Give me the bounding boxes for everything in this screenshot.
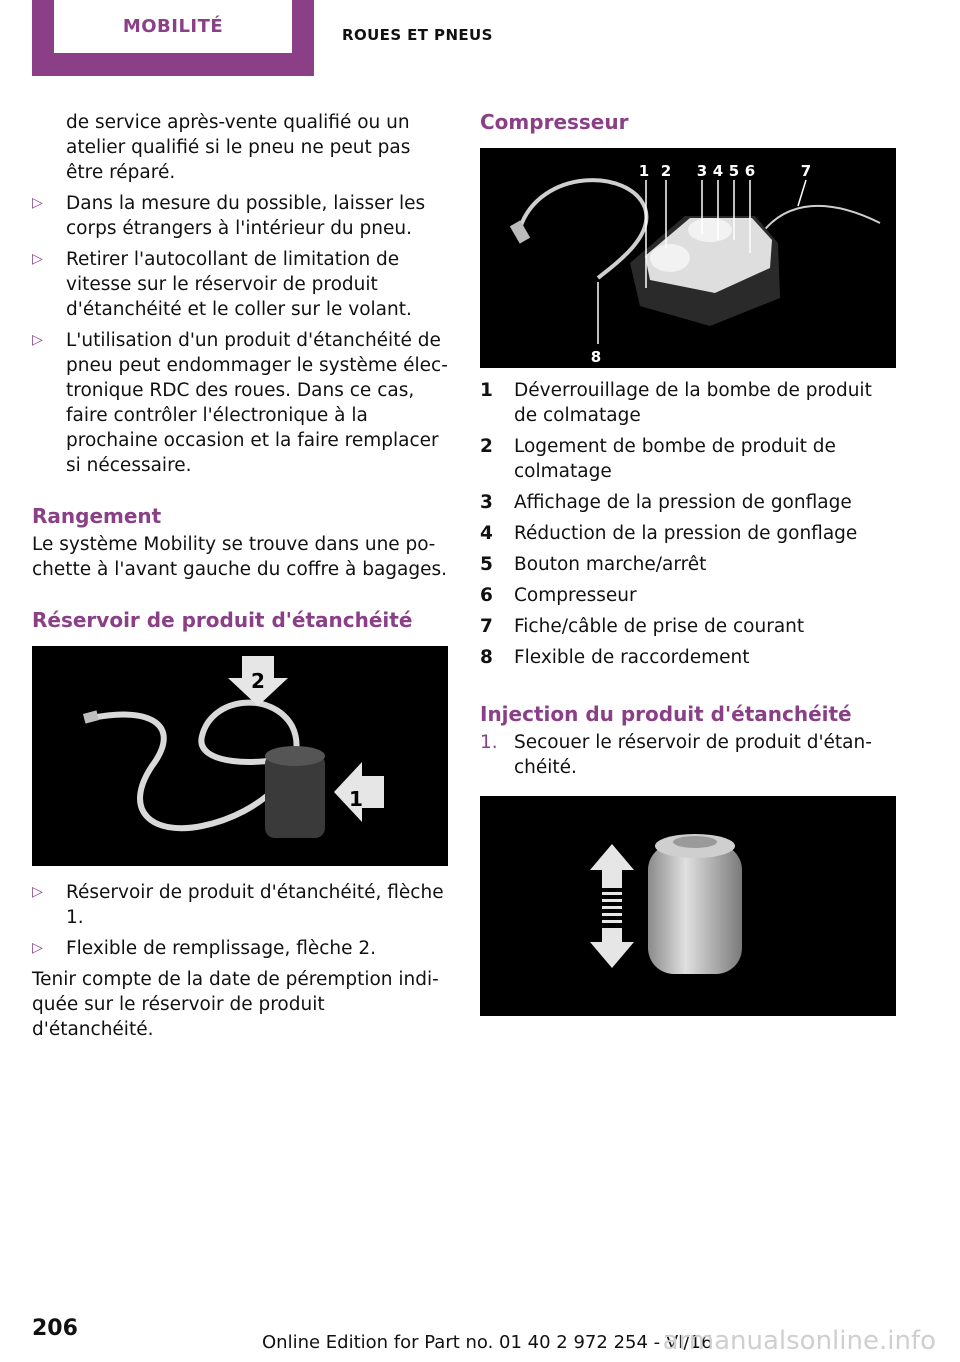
svg-text:4: 4 xyxy=(712,162,724,180)
heading-rangement: Rangement xyxy=(32,504,162,528)
rangement-text: Le système Mobility se trouve dans une pochette à l'avant gauche du coffre à bagages. xyxy=(32,534,448,580)
svg-text:1: 1 xyxy=(638,162,650,180)
bullet-triangle-icon: ▷ xyxy=(32,251,43,267)
bullet-item: ▷ Dans la mesure du possible, laisser les corps étrangers à l'intérieur du pneu. xyxy=(32,193,426,239)
bullet-triangle-icon: ▷ xyxy=(32,195,43,211)
legend-item: 7 Fiche/câble de prise de courant xyxy=(480,616,805,637)
right-column xyxy=(480,110,896,1016)
legend-item: 1 Déverrouillage de la bombe de produit de colmatage xyxy=(480,380,872,426)
legend-item: 4 Réduction de la pression de gonflage xyxy=(480,523,858,544)
legend-list xyxy=(480,378,896,670)
svg-text:2: 2 xyxy=(660,162,672,180)
canister-shape xyxy=(648,844,742,974)
bullet-item: ▷ Réservoir de produit d'étanchéité, flèche 1. xyxy=(32,882,444,928)
chapter-title: ROUES ET PNEUS xyxy=(342,26,493,44)
legend-item: 3 Affichage de la pression de gonflage xyxy=(480,492,852,513)
svg-text:5: 5 xyxy=(728,162,740,180)
bullet-item: ▷ Retirer l'autocollant de limitation de vitesse sur le réservoir de produit d'étanchéité et le coller sur le volant. xyxy=(32,249,412,320)
bullet-triangle-icon: ▷ xyxy=(32,940,43,956)
watermark: armanualsonline.info xyxy=(662,1326,936,1356)
bullet-item: ▷ Flexible de remplissage, flèche 2. xyxy=(32,938,377,959)
section-tab xyxy=(32,0,314,76)
compressor-image xyxy=(480,148,896,368)
heading-compresseur: Compresseur xyxy=(480,110,629,134)
bullet-item: ▷ L'utilisation d'un produit d'étanchéité de pneu peut endommager le système électronique RDC des roues. Dans ce cas, faire contrôler l'électronique à la prochaine occasion et la faire remplacer si nécessaire. xyxy=(32,330,448,476)
legend-item: 2 Logement de bombe de produit de colmatage xyxy=(480,436,836,482)
bullet-triangle-icon: ▷ xyxy=(32,332,43,348)
svg-text:6: 6 xyxy=(744,162,756,180)
svg-text:7: 7 xyxy=(800,162,812,180)
svg-text:2: 2 xyxy=(251,669,265,693)
arrow-up-icon xyxy=(590,844,634,888)
legend-item: 5 Bouton marche/arrêt xyxy=(480,554,707,575)
heading-reservoir: Réservoir de produit d'étanchéité xyxy=(32,608,413,632)
left-column xyxy=(32,110,448,1042)
svg-text:1: 1 xyxy=(349,787,363,811)
arrow-down-icon xyxy=(590,928,634,968)
shake-image xyxy=(480,796,896,1016)
section-tab-label: MOBILITÉ xyxy=(54,0,292,53)
continued-text: de service après-vente qualifié ou un atelier qualifié si le pneu ne peut pas être réparé. xyxy=(66,112,411,183)
canister-shape xyxy=(265,754,325,838)
svg-text:8: 8 xyxy=(590,348,602,366)
page-number: 206 xyxy=(32,1316,78,1341)
heading-injection: Injection du produit d'étanchéité xyxy=(480,702,852,726)
reservoir-note: Tenir compte de la date de péremption indiquée sur le réservoir de produit d'étanchéité. xyxy=(32,969,439,1040)
step-item: 1. Secouer le réservoir de produit d'étanchéité. xyxy=(480,732,872,778)
edition-footer: Online Edition for Part no. 01 40 2 972 254 - VI/16 xyxy=(262,1332,713,1353)
reservoir-image xyxy=(32,646,448,866)
bullet-triangle-icon: ▷ xyxy=(32,884,43,900)
svg-text:3: 3 xyxy=(696,162,708,180)
legend-item: 6 Compresseur xyxy=(480,585,637,606)
legend-item: 8 Flexible de raccordement xyxy=(480,647,750,668)
